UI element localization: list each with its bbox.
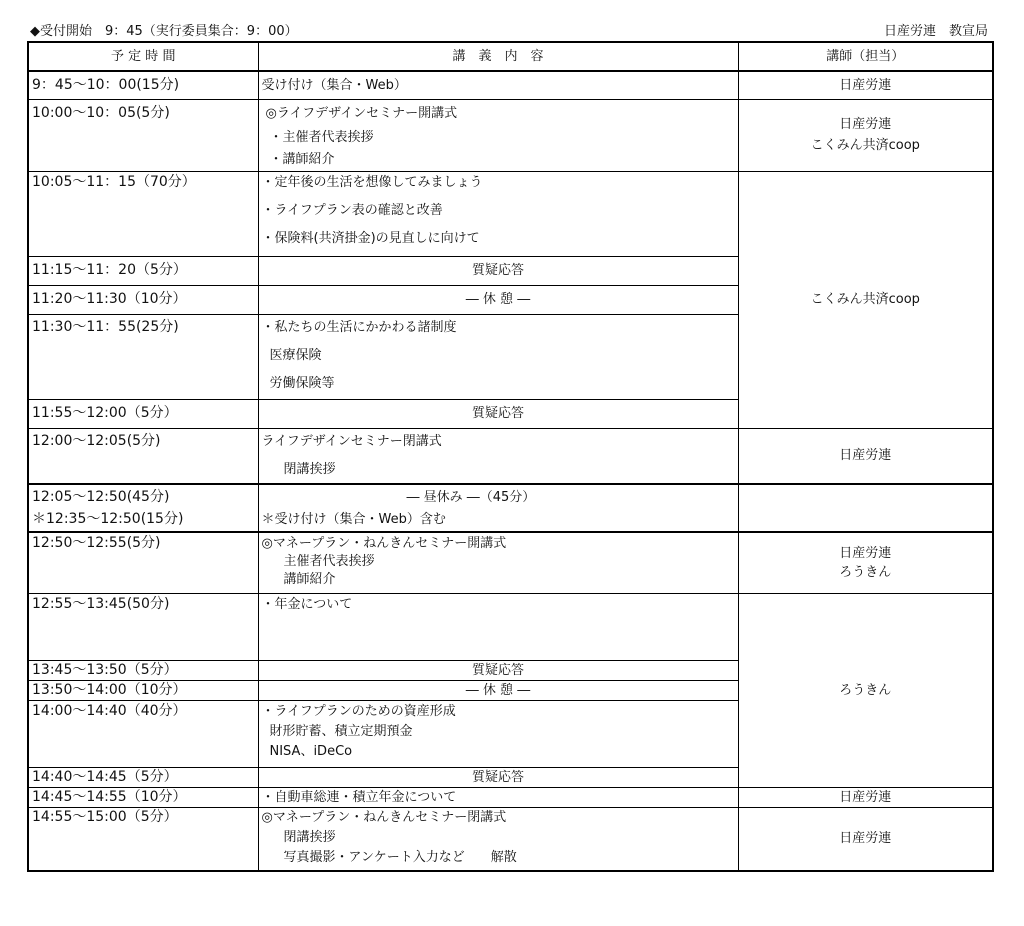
table-row [28,171,993,256]
instructor-cell: 日産労連 ろうきん [738,532,993,593]
content-cell: ― 休 憩 ― [258,285,738,314]
reception-start-note: ◆受付開始 9：45（実行委員集合：9：00） [30,24,298,39]
time-cell: 12:00～12:05(5分) [28,428,258,484]
instructor-cell: 日産労連 [738,807,993,871]
time-cell: 14:40～14:45（5分） [28,767,258,787]
table-row [28,484,993,532]
content-cell: ― 休 憩 ― [258,680,738,700]
time-cell: 11:55～12:00（5分） [28,399,258,428]
table-row [28,71,993,99]
header-line [30,18,988,38]
time-cell: 12:55～13:45(50分) [28,593,258,660]
instructor-cell: 日産労連 [738,787,993,807]
time-cell: 9：45～10：00(15分) [28,71,258,99]
instructor-cell: 日産労連 [738,428,993,484]
table-row [28,99,993,171]
content-cell: 質疑応答 [258,256,738,285]
time-cell: 11:15～11：20（5分） [28,256,258,285]
schedule-table [27,41,994,872]
time-cell: 14:55～15:00（5分） [28,807,258,871]
time-cell: 13:45～13:50（5分） [28,660,258,680]
table-row [28,593,993,660]
instructor-cell: こくみん共済coop [738,171,993,428]
content-cell: 質疑応答 [258,767,738,787]
content-cell: ― 昼休み ―（45分） ＊受け付け（集合・Web）含む [258,484,738,532]
instructor-cell: 日産労連 こくみん共済coop [738,99,993,171]
time-cell: 12:05～12:50(45分) ＊12:35～12:50(15分) [28,484,258,532]
content-cell: ・ライフプランのための資産形成 財形貯蓄、積立定期預金 NISA、iDeCo [258,700,738,767]
instructor-cell [738,484,993,532]
column-header-instructor: 講師（担当） [738,42,993,71]
content-cell: 質疑応答 [258,660,738,680]
time-cell: 11:30～11：55(25分) [28,314,258,399]
table-row [28,787,993,807]
content-cell: ・私たちの生活にかかわる諸制度 医療保険 労働保険等 [258,314,738,399]
time-cell: 10:05～11：15（70分） [28,171,258,256]
content-cell: ◎マネープラン・ねんきんセミナー閉講式 閉講挨拶 写真撮影・アンケート入力など 解散 [258,807,738,871]
column-header-content: 講 義 内 容 [258,42,738,71]
table-header-row [28,42,993,71]
content-cell: ・定年後の生活を想像してみましょう ・ライフプラン表の確認と改善 ・保険料(共済掛金)の見直しに向けて [258,171,738,256]
time-cell: 14:00～14:40（40分） [28,700,258,767]
content-cell: ◎ライフデザインセミナー開講式 ・主催者代表挨拶 ・講師紹介 [258,99,738,171]
column-header-time: 予 定 時 間 [28,42,258,71]
time-cell: 12:50～12:55(5分) [28,532,258,593]
instructor-cell: ろうきん [738,593,993,787]
table-row [28,428,993,484]
content-cell: ・自動車総連・積立年金について [258,787,738,807]
issuer-label: 日産労連 教宣局 [883,24,988,39]
content-cell: ◎マネープラン・ねんきんセミナー開講式 主催者代表挨拶 講師紹介 [258,532,738,593]
table-row [28,532,993,593]
content-cell: 受け付け（集合・Web） [258,71,738,99]
time-cell: 11:20～11:30（10分） [28,285,258,314]
time-cell: 10:00～10：05(5分) [28,99,258,171]
time-cell: 13:50～14:00（10分） [28,680,258,700]
content-cell: ・年金について [258,593,738,660]
instructor-cell: 日産労連 [738,71,993,99]
content-cell: 質疑応答 [258,399,738,428]
table-row [28,807,993,871]
time-cell: 14:45～14:55（10分） [28,787,258,807]
content-cell: ライフデザインセミナー閉講式 閉講挨拶 [258,428,738,484]
